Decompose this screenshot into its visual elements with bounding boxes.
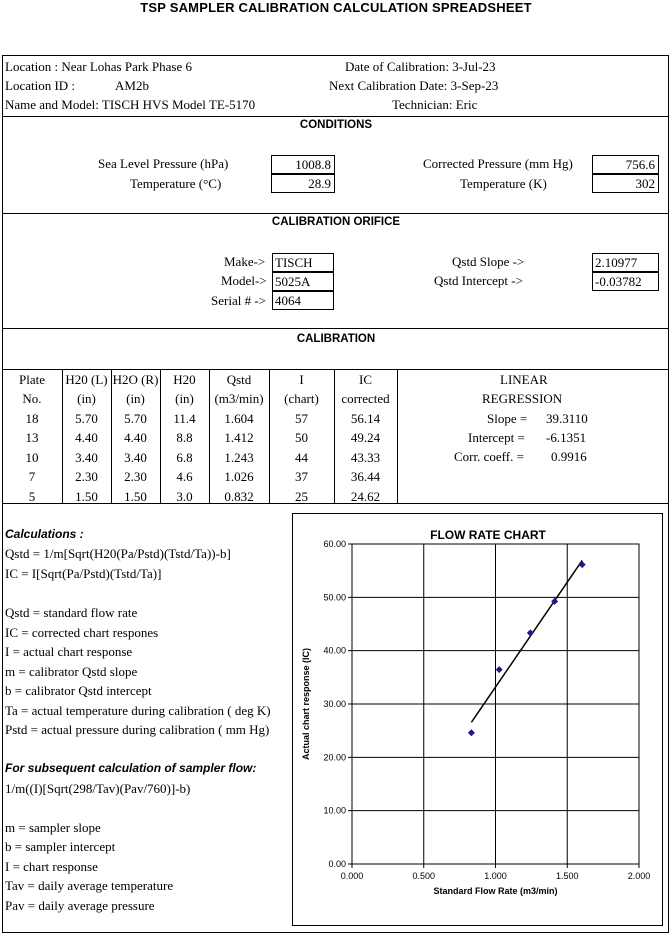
column-header-unit: (m3/min) [214, 391, 264, 406]
table-cell: 0.832 [224, 488, 254, 504]
table-cell: 5.70 [75, 411, 98, 426]
column-header: H2O (R) [112, 372, 159, 387]
location-id-value: AM2b [115, 78, 149, 93]
table-cell: 1.412 [224, 430, 254, 446]
subsequent-definition: m = sampler slope [5, 820, 101, 835]
subsequent-definition: b = sampler intercept [5, 839, 116, 854]
qstd-intercept-value: -0.03782 [592, 272, 659, 291]
column-header-unit: (in) [77, 391, 96, 406]
column-header: H20 [173, 372, 196, 387]
table-cell: 37 [295, 469, 308, 485]
column-header: IC [359, 372, 372, 387]
x-tick-label: 0.500 [412, 871, 436, 881]
qstd-slope-label: Qstd Slope -> [452, 254, 525, 269]
temperature-k-label: Temperature (K) [460, 176, 547, 191]
chart-title: FLOW RATE CHART [430, 528, 546, 542]
table-cell: 13 [25, 430, 39, 446]
table-cell: 50 [295, 430, 308, 446]
column-header-unit: No. [22, 391, 42, 406]
table-cell: 4.6 [176, 469, 193, 485]
temperature-c-value: 28.9 [271, 174, 335, 193]
corrected-pressure-value: 756.6 [592, 155, 659, 174]
table-cell: 7 [28, 469, 36, 485]
column-header: Plate [19, 372, 45, 387]
location-text: Location : Near Lohas Park Phase 6 [5, 59, 193, 74]
table-cell: 1.243 [224, 449, 254, 465]
table-cell: 11.4 [173, 411, 196, 426]
table-cell: 1.50 [75, 488, 98, 504]
subsequent-heading: For subsequent calculation of sampler flow: [5, 761, 257, 775]
y-tick-label: 10.00 [323, 805, 346, 816]
y-tick-label: 30.00 [323, 699, 346, 709]
y-tick-label: 0.00 [328, 859, 346, 869]
data-point [468, 729, 475, 736]
column-header: Qstd [226, 372, 252, 387]
table-cell: 4.40 [124, 430, 147, 446]
y-axis-label: Actual chart response (IC) [301, 647, 311, 761]
date-of-calibration: Date of Calibration: 3-Jul-23 [345, 59, 496, 74]
table-cell: 25 [295, 488, 308, 504]
y-tick-label: 50.00 [323, 592, 346, 603]
table-cell: 56.14 [350, 411, 381, 426]
table-cell: 8.8 [176, 430, 193, 446]
flow-rate-chart [292, 513, 663, 926]
model-value: 5025A [272, 272, 334, 291]
subsequent-definition: I = chart response [5, 859, 98, 874]
table-cell: 2.30 [75, 469, 98, 485]
page-title: TSP SAMPLER CALIBRATION CALCULATION SPREADSHEET [140, 0, 532, 15]
definition: b = calibrator Qstd intercept [5, 683, 152, 698]
divider [2, 328, 669, 329]
sea-level-pressure-value: 1008.8 [271, 155, 335, 174]
column-divider [397, 369, 398, 503]
technician: Technician: Eric [392, 97, 478, 112]
intercept-value: -6.1351 [546, 430, 587, 445]
calibration-heading: CALIBRATION [296, 333, 376, 345]
corrected-pressure-label: Corrected Pressure (mm Hg) [423, 156, 573, 171]
table-cell: 44 [295, 449, 308, 465]
table-cell: 6.8 [176, 449, 193, 465]
model-label: Model-> [221, 273, 267, 288]
data-point [527, 629, 534, 636]
temperature-k-value: 302 [592, 174, 659, 193]
table-cell: 57 [295, 411, 308, 426]
calculations-heading: Calculations : [5, 527, 84, 541]
corr-coeff-label: Corr. coeff. = [454, 449, 524, 464]
table-cell: 3.40 [75, 449, 98, 465]
column-header: I [299, 372, 304, 387]
table-cell: 5 [28, 488, 36, 504]
column-header: H20 (L) [65, 372, 108, 387]
column-header-unit: (in) [175, 391, 194, 406]
qstd-intercept-label: Qstd Intercept -> [434, 273, 523, 288]
formula-qstd: Qstd = 1/m[Sqrt(H20(Pa/Pstd)(Tstd/Ta))-b] [5, 546, 231, 561]
make-label: Make-> [224, 254, 266, 269]
definition: m = calibrator Qstd slope [5, 664, 138, 679]
definition: I = actual chart response [5, 644, 133, 659]
name-model-text: Name and Model: TISCH HVS Model TE-5170 [5, 97, 256, 112]
x-axis-label: Standard Flow Rate (m3/min) [433, 886, 558, 896]
sea-level-pressure-label: Sea Level Pressure (hPa) [98, 156, 229, 171]
data-point [496, 666, 503, 673]
table-cell: 49.24 [350, 430, 381, 446]
next-calibration-date: Next Calibration Date: 3-Sep-23 [329, 78, 499, 93]
table-cell: 1.026 [224, 469, 254, 485]
regression-heading-2: REGRESSION [482, 391, 563, 406]
table-cell: 3.40 [124, 449, 147, 465]
table-cell: 1.604 [224, 411, 254, 426]
definition: IC = corrected chart respones [5, 625, 159, 640]
y-tick-label: 40.00 [323, 645, 346, 656]
qstd-slope-value: 2.10977 [592, 253, 659, 272]
serial-value: 4064 [272, 291, 334, 310]
column-header-unit: (chart) [284, 391, 319, 406]
temperature-c-label: Temperature (°C) [130, 176, 222, 191]
divider [2, 369, 669, 370]
subsequent-definition: Tav = daily average temperature [5, 878, 174, 893]
table-cell: 10 [25, 449, 39, 465]
orifice-heading: CALIBRATION ORIFICE [271, 216, 401, 228]
make-value: TISCH [272, 253, 334, 272]
table-cell: 1.50 [124, 488, 147, 504]
intercept-label: Intercept = [468, 430, 525, 445]
trendline [471, 560, 582, 722]
x-tick-label: 2.000 [627, 871, 651, 881]
table-cell: 4.40 [75, 430, 98, 446]
corr-coeff-value: 0.9916 [551, 449, 587, 464]
column-header-unit: corrected [341, 391, 390, 406]
divider [2, 213, 669, 214]
serial-label: Serial # -> [211, 293, 266, 308]
slope-label: Slope = [487, 411, 528, 426]
definition: Ta = actual temperature during calibration ( deg K) [5, 703, 271, 718]
y-tick-label: 60.00 [323, 539, 346, 549]
formula-ic: IC = I[Sqrt(Pa/Pstd)(Tstd/Ta)] [5, 566, 162, 581]
x-tick-label: 1.500 [555, 871, 579, 881]
subsequent-definition: Pav = daily average pressure [5, 898, 155, 913]
column-header-unit: (in) [126, 391, 145, 406]
definition: Pstd = actual pressure during calibration ( mm Hg) [5, 722, 270, 737]
flow-rate-chart-svg [293, 514, 662, 925]
subsequent-formula: 1/m((I)[Sqrt(298/Tav)(Pav/760)]-b) [5, 781, 191, 796]
table-cell: 24.62 [350, 488, 381, 504]
location-id-label: Location ID : [5, 78, 76, 93]
regression-heading-1: LINEAR [500, 372, 548, 387]
conditions-heading: CONDITIONS [299, 119, 373, 131]
divider [2, 116, 669, 117]
table-cell: 3.0 [176, 488, 193, 504]
x-tick-label: 1.000 [484, 871, 507, 881]
table-cell: 5.70 [124, 411, 147, 426]
y-tick-label: 20.00 [323, 752, 346, 763]
table-cell: 36.44 [350, 469, 381, 485]
table-cell: 43.33 [350, 449, 381, 465]
table-cell: 2.30 [124, 469, 147, 485]
definition: Qstd = standard flow rate [5, 605, 138, 620]
slope-value: 39.3110 [546, 411, 588, 426]
x-tick-label: 0.000 [340, 871, 364, 881]
data-point [579, 561, 586, 568]
table-cell: 18 [25, 411, 39, 426]
